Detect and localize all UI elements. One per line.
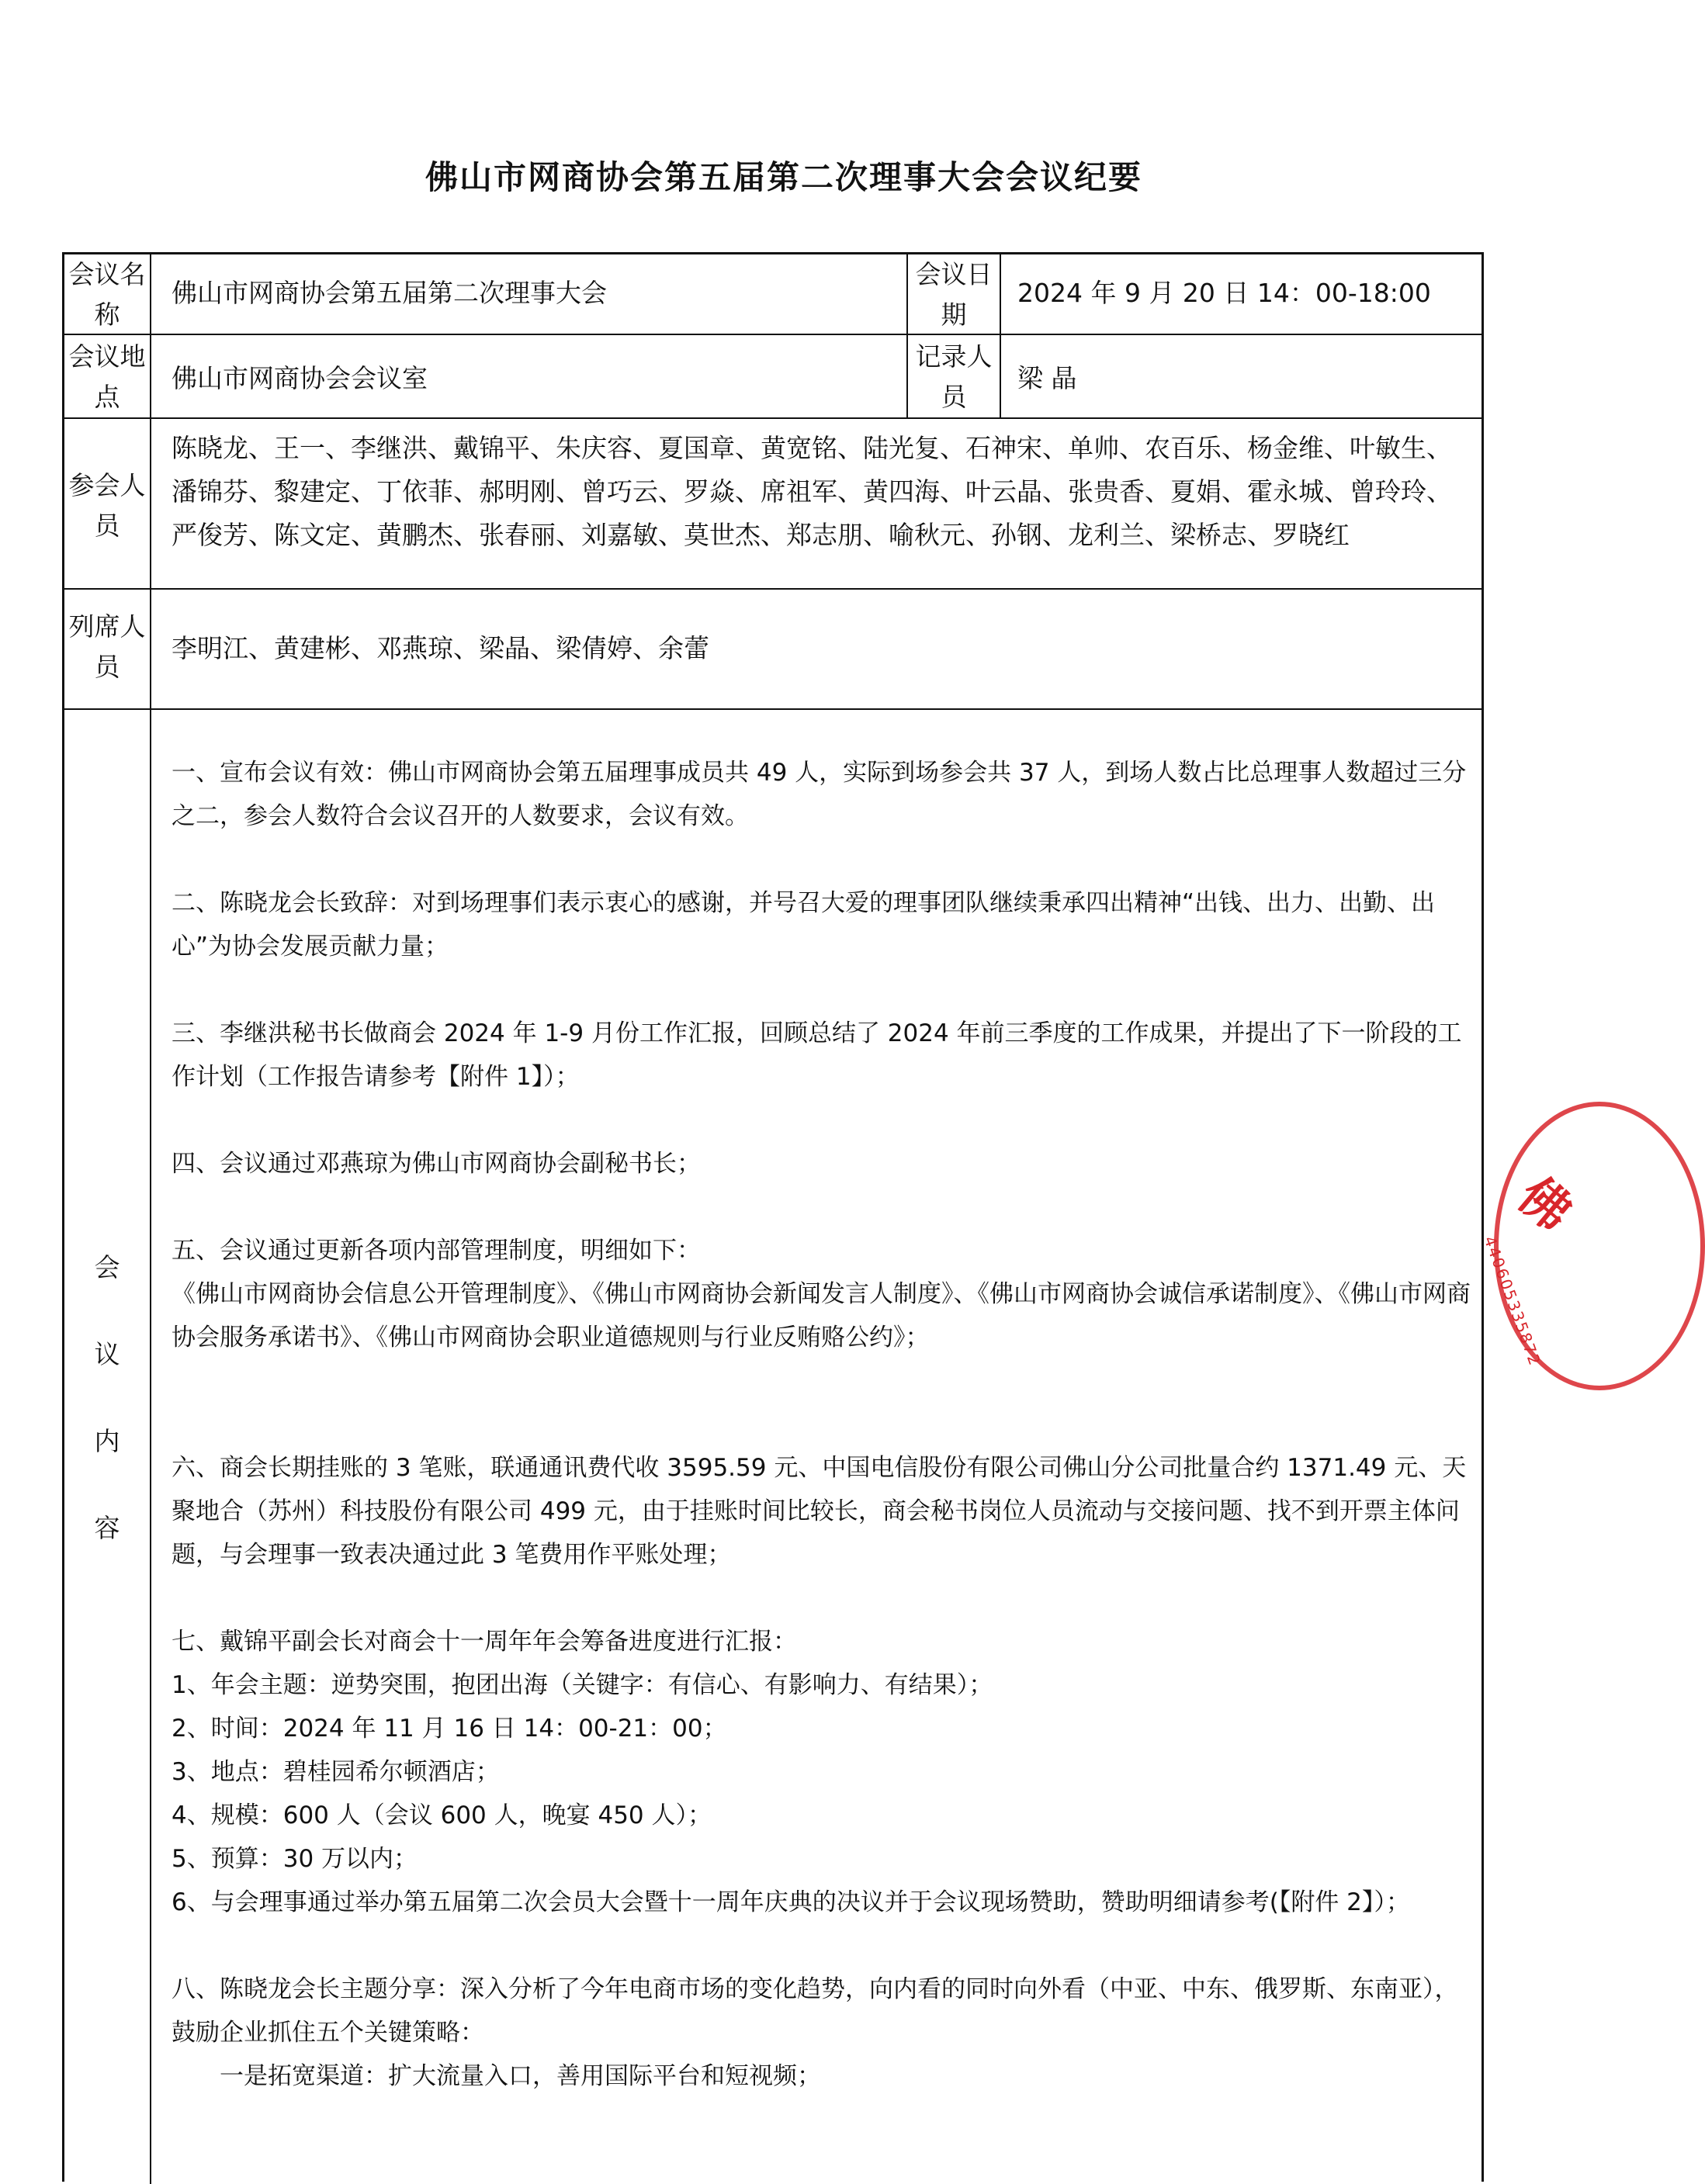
content-item: 一、宣布会议有效：佛山市网商协会第五届理事成员共 49 人，实际到场参会共 37 人，到场人数占比总理事人数超过三分之二，参会人数符合会议召开的人数要求，会议有效。 [172, 759, 1467, 830]
recorder-label: 记录人员 [915, 341, 993, 412]
content-item: 《佛山市网商协会信息公开管理制度》、《佛山市网商协会新闻发言人制度》、《佛山市网商协会诚信承诺制度》、《佛山市网商协会服务承诺书》、《佛山市网商协会职业道德规则与行业反贿赂公约》； [172, 1280, 1471, 1352]
row-divider [64, 708, 1481, 710]
content-item: 三、李继洪秘书长做商会 2024 年 1-9 月份工作汇报，回顾总结了 2024 年前三季度的工作成果，并提出了下一阶段的工作计划（工作报告请参考【附件 1】）； [172, 1019, 1462, 1091]
content-item: 1、年会主题：逆势突围，抱团出海（关键字：有信心、有影响力、有结果）； [172, 1671, 993, 1699]
attendees-label: 参会人员 [68, 470, 146, 541]
row-divider [64, 588, 1481, 590]
minutes-table [62, 252, 1484, 2182]
content-item: 五、会议通过更新各项内部管理制度，明细如下： [172, 1237, 701, 1265]
observers-list: 李明江、黄建彬、邓燕琼、梁晶、梁倩婷、余蕾 [172, 633, 709, 663]
content-label-char: 内 [94, 1426, 120, 1456]
content-item: 3、地点：碧桂园希尔顿酒店； [172, 1758, 500, 1786]
content-label-char: 会 [94, 1252, 120, 1282]
row-divider [64, 417, 1481, 419]
meeting-date-value: 2024 年 9 月 20 日 14：00-18:00 [1017, 278, 1431, 308]
content-item: 六、商会长期挂账的 3 笔账，联通通讯费代收 3595.59 元、中国电信股份有限公司佛山分公司批量合约 1371.49 元、天聚地合（苏州）科技股份有限公司 499 元，由于挂账时间比较长，商会秘书岗位人员流动与交接问题、找不到开票主体问题，与会理事一致表决通过此 3 笔费用作平账处理； [172, 1454, 1467, 1569]
content-item: 七、戴锦平副会长对商会十一周年年会筹备进度进行汇报： [172, 1628, 797, 1656]
content-label-char: 议 [94, 1339, 120, 1369]
meeting-name-value: 佛山市网商协会第五届第二次理事大会 [172, 278, 607, 308]
content-item: 4、规模：600 人（会议 600 人，晚宴 450 人）； [172, 1802, 712, 1829]
row-divider [64, 334, 1481, 335]
content-label-char: 容 [94, 1513, 120, 1543]
content-item: 5、预算：30 万以内； [172, 1845, 418, 1873]
recorder-value: 梁 晶 [1017, 363, 1077, 393]
meeting-date-label: 会议日期 [915, 259, 993, 330]
column-divider [150, 254, 151, 2184]
meeting-place-value: 佛山市网商协会会议室 [172, 363, 428, 393]
content-item: 二、陈晓龙会长致辞：对到场理事们表示衷心的感谢，并号召大爱的理事团队继续秉承四出精神“出钱、出力、出勤、出心”为协会发展贡献力量； [172, 889, 1436, 960]
document-title: 佛山市网商协会第五届第二次理事大会会议纪要 [425, 158, 1142, 196]
content-item: 八、陈晓龙会长主题分享：深入分析了今年电商市场的变化趋势，向内看的同时向外看（中亚、中东、俄罗斯、东南亚），鼓励企业抓住五个关键策略： [172, 1975, 1459, 2047]
content-item: 四、会议通过邓燕琼为佛山市网商协会副秘书长； [172, 1150, 701, 1178]
meeting-content [172, 751, 1475, 2098]
content-item: 6、与会理事通过举办第五届第二次会员大会暨十一周年庆典的决议并于会议现场赞助，赞助明细请参考(【附件 2】）； [172, 1888, 1410, 1916]
attendees-list: 陈晓龙、王一、李继洪、戴锦平、朱庆容、夏国章、黄宽铭、陆光复、石神宋、单帅、农百乐、杨金维、叶敏生、潘锦芬、黎建定、丁依菲、郝明刚、曾巧云、罗焱、席祖军、黄四海、叶云晶、张贵香、夏娟、霍永城、曾玲玲、严俊芳、陈文定、黄鹏杰、张春丽、刘嘉敏、莫世杰、郑志朋、喻秋元、孙钢、龙利兰、梁桥志、罗晓红 [172, 433, 1452, 550]
content-item: 2、时间：2024 年 11 月 16 日 14：00-21：00； [172, 1715, 727, 1743]
content-item: 一是拓宽渠道：扩大流量入口，善用国际平台和短视频； [220, 2062, 821, 2090]
content-label [64, 1224, 150, 1572]
column-divider [1000, 254, 1001, 417]
meeting-name-label: 会议名称 [68, 259, 146, 330]
meeting-place-label: 会议地点 [68, 341, 146, 412]
observers-label: 列席人员 [68, 611, 146, 682]
seal-number: 44060533587​2 [1480, 1234, 1545, 1369]
seal-character: 佛 [1506, 1166, 1582, 1243]
